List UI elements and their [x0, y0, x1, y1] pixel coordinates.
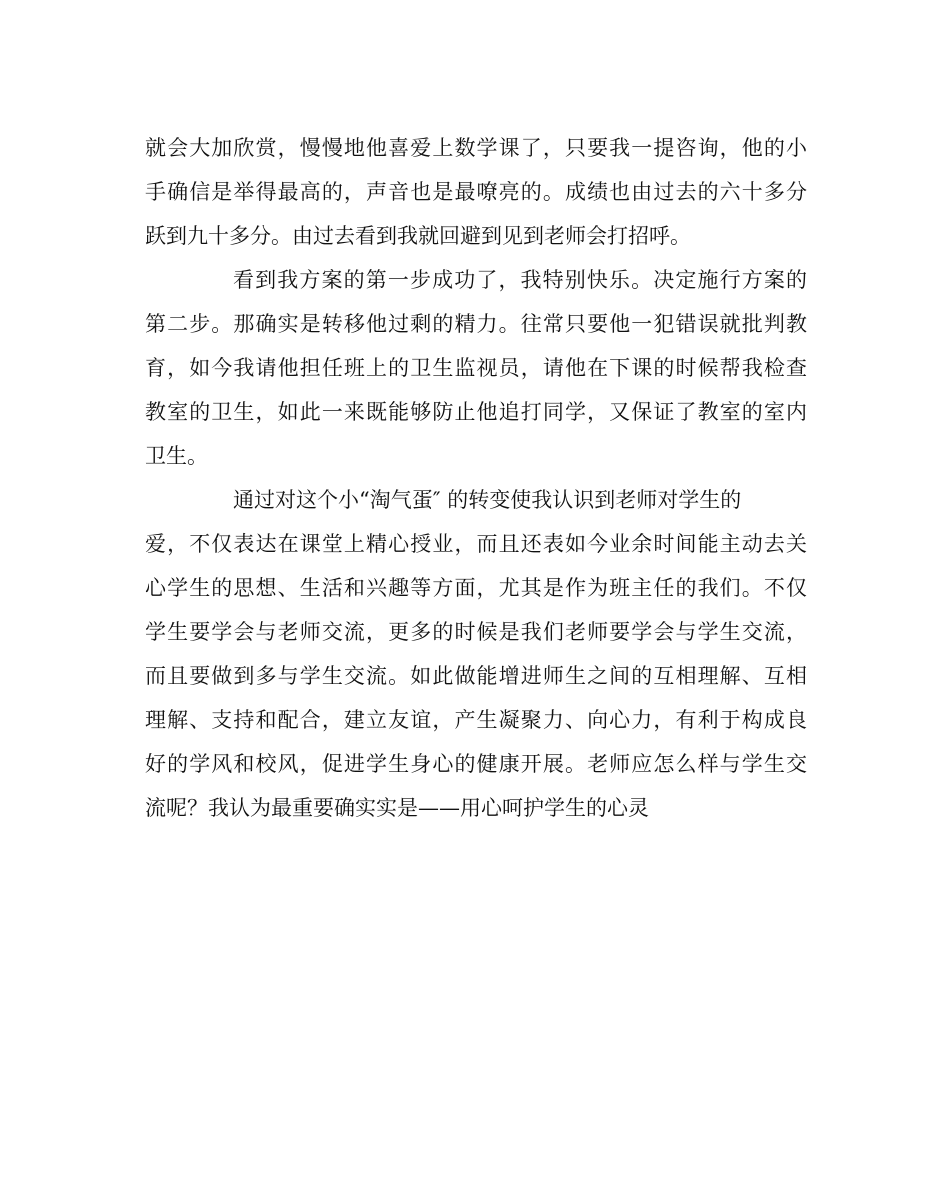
text-line: 教室的卫生，如此一来既能够防止他追打同学，又保证了教室的室内 — [145, 400, 807, 424]
text-line: 学生要学会与老师交流，更多的时候是我们老师要学会与学生交流， — [145, 620, 807, 644]
text-line: 心学生的思想、生活和兴趣等方面，尤其是作为班主任的我们。不仅 — [145, 576, 807, 600]
text-line: 看到我方案的第一步成功了，我特别快乐。决定施行方案的 — [233, 268, 807, 292]
text-line: 爱，不仅表达在课堂上精心授业，而且还表如今业余时间能主动去关 — [145, 532, 807, 556]
text-line: 第二步。那确实是转移他过剩的精力。往常只要他一犯错误就批判教 — [145, 312, 807, 336]
paragraph — [145, 478, 807, 830]
text-line: 好的学风和校风，促进学生身心的健康开展。老师应怎么样与学生交 — [145, 752, 807, 776]
text-line: 通过对这个小“淘气蛋″ 的转变使我认识到老师对学生的 — [233, 488, 742, 512]
text-line: 跃到九十多分。由过去看到我就回避到见到老师会打招呼。 — [145, 224, 691, 248]
paragraph — [145, 126, 807, 258]
text-line: 而且要做到多与学生交流。如此做能增进师生之间的互相理解、互相 — [145, 664, 807, 688]
text-line: 手确信是举得最高的，声音也是最嘹亮的。成绩也由过去的六十多分 — [145, 180, 807, 204]
paragraph — [145, 258, 807, 478]
document-body — [145, 126, 807, 830]
text-line: 卫生。 — [145, 444, 208, 468]
text-line: 理解、支持和配合，建立友谊，产生凝聚力、向心力，有利于构成良 — [145, 708, 807, 732]
text-line: 流呢？我认为最重要确实实是——用心呵护学生的心灵 — [145, 796, 649, 820]
text-line: 育，如今我请他担任班上的卫生监视员，请他在下课的时候帮我检查 — [145, 356, 807, 380]
text-line: 就会大加欣赏，慢慢地他喜爱上数学课了，只要我一提咨询，他的小 — [145, 136, 807, 160]
